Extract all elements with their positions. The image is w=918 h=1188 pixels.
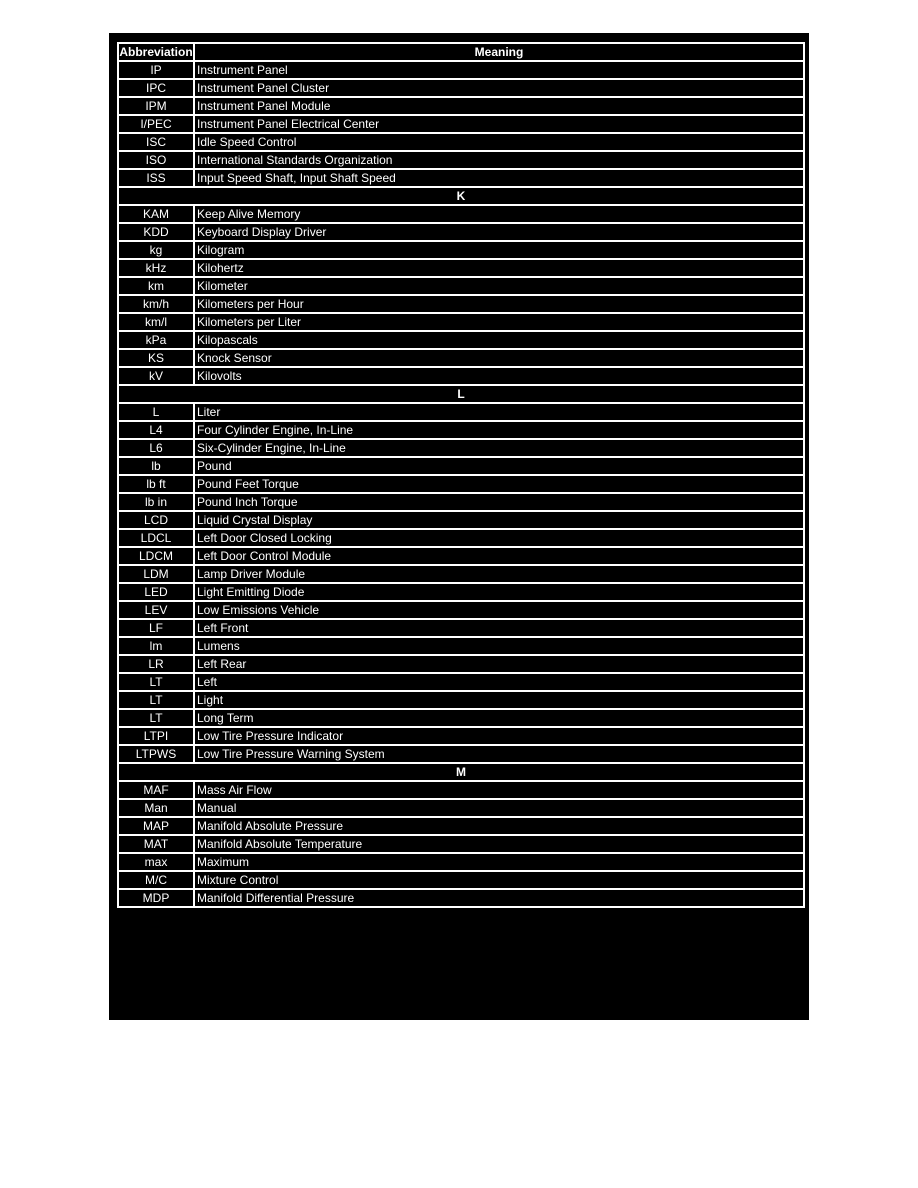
- abbreviation-cell: L4: [117, 422, 195, 440]
- table-row: [117, 692, 805, 710]
- meaning-cell: Low Emissions Vehicle: [195, 602, 805, 620]
- abbreviation-cell: LF: [117, 620, 195, 638]
- meaning-cell: Low Tire Pressure Indicator: [195, 728, 805, 746]
- abbreviation-cell: KDD: [117, 224, 195, 242]
- table-row: [117, 854, 805, 872]
- abbreviation-cell: KS: [117, 350, 195, 368]
- meaning-cell: Left Door Closed Locking: [195, 530, 805, 548]
- meaning-cell: Liquid Crystal Display: [195, 512, 805, 530]
- table-row: [117, 890, 805, 908]
- abbreviation-cell: LDCL: [117, 530, 195, 548]
- table-row: [117, 782, 805, 800]
- abbreviation-cell: km/l: [117, 314, 195, 332]
- abbreviation-cell: LDCM: [117, 548, 195, 566]
- abbreviation-cell: LEV: [117, 602, 195, 620]
- abbreviation-cell: LCD: [117, 512, 195, 530]
- meaning-cell: Liter: [195, 404, 805, 422]
- abbreviation-cell: kPa: [117, 332, 195, 350]
- section-row: [117, 764, 805, 782]
- abbreviation-cell: LTPI: [117, 728, 195, 746]
- abbreviation-cell: L6: [117, 440, 195, 458]
- abbreviation-cell: LED: [117, 584, 195, 602]
- abbreviation-cell: LR: [117, 656, 195, 674]
- meaning-cell: Kilometers per Liter: [195, 314, 805, 332]
- meaning-cell: Maximum: [195, 854, 805, 872]
- meaning-cell: Manual: [195, 800, 805, 818]
- table-row: [117, 872, 805, 890]
- abbreviation-cell: L: [117, 404, 195, 422]
- table-row: [117, 314, 805, 332]
- table-row: [117, 440, 805, 458]
- abbreviation-cell: lb: [117, 458, 195, 476]
- meaning-cell: Instrument Panel: [195, 62, 805, 80]
- table-row: [117, 656, 805, 674]
- abbreviation-cell: LDM: [117, 566, 195, 584]
- table-row: [117, 242, 805, 260]
- meaning-cell: Kilohertz: [195, 260, 805, 278]
- abbreviation-cell: MDP: [117, 890, 195, 908]
- meaning-cell: Kilogram: [195, 242, 805, 260]
- abbreviation-table-panel: [109, 33, 809, 1020]
- section-letter: K: [117, 188, 805, 206]
- abbreviation-cell: max: [117, 854, 195, 872]
- table-row: [117, 134, 805, 152]
- abbreviation-table: [117, 42, 805, 908]
- meaning-cell: Manifold Differential Pressure: [195, 890, 805, 908]
- abbreviation-cell: LT: [117, 692, 195, 710]
- table-row: [117, 620, 805, 638]
- table-row: [117, 350, 805, 368]
- table-row: [117, 368, 805, 386]
- abbreviation-cell: km/h: [117, 296, 195, 314]
- abbreviation-cell: Man: [117, 800, 195, 818]
- table-row: [117, 494, 805, 512]
- table-row: [117, 296, 805, 314]
- table-row: [117, 584, 805, 602]
- table-row: [117, 638, 805, 656]
- table-row: [117, 152, 805, 170]
- meaning-cell: Kilometer: [195, 278, 805, 296]
- abbreviation-cell: IPM: [117, 98, 195, 116]
- section-row: [117, 188, 805, 206]
- table-row: [117, 332, 805, 350]
- meaning-cell: Knock Sensor: [195, 350, 805, 368]
- abbreviation-cell: KAM: [117, 206, 195, 224]
- meaning-cell: Left: [195, 674, 805, 692]
- meaning-cell: Kilovolts: [195, 368, 805, 386]
- abbreviation-cell: LTPWS: [117, 746, 195, 764]
- meaning-cell: Input Speed Shaft, Input Shaft Speed: [195, 170, 805, 188]
- section-letter: L: [117, 386, 805, 404]
- table-row: [117, 206, 805, 224]
- meaning-cell: Instrument Panel Cluster: [195, 80, 805, 98]
- abbreviation-cell: lb in: [117, 494, 195, 512]
- table-row: [117, 116, 805, 134]
- table-row: [117, 746, 805, 764]
- meaning-cell: Mixture Control: [195, 872, 805, 890]
- table-row: [117, 530, 805, 548]
- table-body: [117, 62, 805, 908]
- meaning-cell: Mass Air Flow: [195, 782, 805, 800]
- header-abbreviation: Abbreviation: [117, 42, 195, 62]
- meaning-cell: Kilopascals: [195, 332, 805, 350]
- meaning-cell: Manifold Absolute Pressure: [195, 818, 805, 836]
- meaning-cell: Pound Feet Torque: [195, 476, 805, 494]
- meaning-cell: Four Cylinder Engine, In-Line: [195, 422, 805, 440]
- table-row: [117, 836, 805, 854]
- abbreviation-cell: ISO: [117, 152, 195, 170]
- table-row: [117, 260, 805, 278]
- meaning-cell: Long Term: [195, 710, 805, 728]
- table-row: [117, 602, 805, 620]
- table-row: [117, 728, 805, 746]
- abbreviation-cell: kg: [117, 242, 195, 260]
- meaning-cell: Idle Speed Control: [195, 134, 805, 152]
- table-row: [117, 224, 805, 242]
- table-row: [117, 566, 805, 584]
- meaning-cell: Instrument Panel Electrical Center: [195, 116, 805, 134]
- table-row: [117, 800, 805, 818]
- abbreviation-cell: IP: [117, 62, 195, 80]
- meaning-cell: Six-Cylinder Engine, In-Line: [195, 440, 805, 458]
- abbreviation-cell: kV: [117, 368, 195, 386]
- table-row: [117, 98, 805, 116]
- meaning-cell: Lamp Driver Module: [195, 566, 805, 584]
- meaning-cell: Keyboard Display Driver: [195, 224, 805, 242]
- table-row: [117, 62, 805, 80]
- meaning-cell: Pound: [195, 458, 805, 476]
- meaning-cell: Keep Alive Memory: [195, 206, 805, 224]
- abbreviation-cell: IPC: [117, 80, 195, 98]
- table-row: [117, 404, 805, 422]
- table-row: [117, 548, 805, 566]
- meaning-cell: Left Rear: [195, 656, 805, 674]
- abbreviation-cell: M/C: [117, 872, 195, 890]
- abbreviation-cell: lb ft: [117, 476, 195, 494]
- meaning-cell: Light: [195, 692, 805, 710]
- abbreviation-cell: ISC: [117, 134, 195, 152]
- table-row: [117, 170, 805, 188]
- abbreviation-cell: MAF: [117, 782, 195, 800]
- table-row: [117, 710, 805, 728]
- table-row: [117, 512, 805, 530]
- abbreviation-cell: lm: [117, 638, 195, 656]
- abbreviation-cell: km: [117, 278, 195, 296]
- abbreviation-cell: I/PEC: [117, 116, 195, 134]
- section-letter: M: [117, 764, 805, 782]
- meaning-cell: Light Emitting Diode: [195, 584, 805, 602]
- abbreviation-cell: ISS: [117, 170, 195, 188]
- meaning-cell: Pound Inch Torque: [195, 494, 805, 512]
- meaning-cell: International Standards Organization: [195, 152, 805, 170]
- table-row: [117, 278, 805, 296]
- header-meaning: Meaning: [195, 42, 805, 62]
- table-row: [117, 80, 805, 98]
- table-row: [117, 674, 805, 692]
- meaning-cell: Lumens: [195, 638, 805, 656]
- table-row: [117, 458, 805, 476]
- abbreviation-cell: kHz: [117, 260, 195, 278]
- section-row: [117, 386, 805, 404]
- meaning-cell: Kilometers per Hour: [195, 296, 805, 314]
- meaning-cell: Instrument Panel Module: [195, 98, 805, 116]
- table-header-row: [117, 42, 805, 62]
- table-row: [117, 476, 805, 494]
- table-row: [117, 818, 805, 836]
- meaning-cell: Left Front: [195, 620, 805, 638]
- table-row: [117, 422, 805, 440]
- meaning-cell: Low Tire Pressure Warning System: [195, 746, 805, 764]
- abbreviation-cell: MAP: [117, 818, 195, 836]
- abbreviation-cell: MAT: [117, 836, 195, 854]
- abbreviation-cell: LT: [117, 674, 195, 692]
- meaning-cell: Left Door Control Module: [195, 548, 805, 566]
- abbreviation-cell: LT: [117, 710, 195, 728]
- meaning-cell: Manifold Absolute Temperature: [195, 836, 805, 854]
